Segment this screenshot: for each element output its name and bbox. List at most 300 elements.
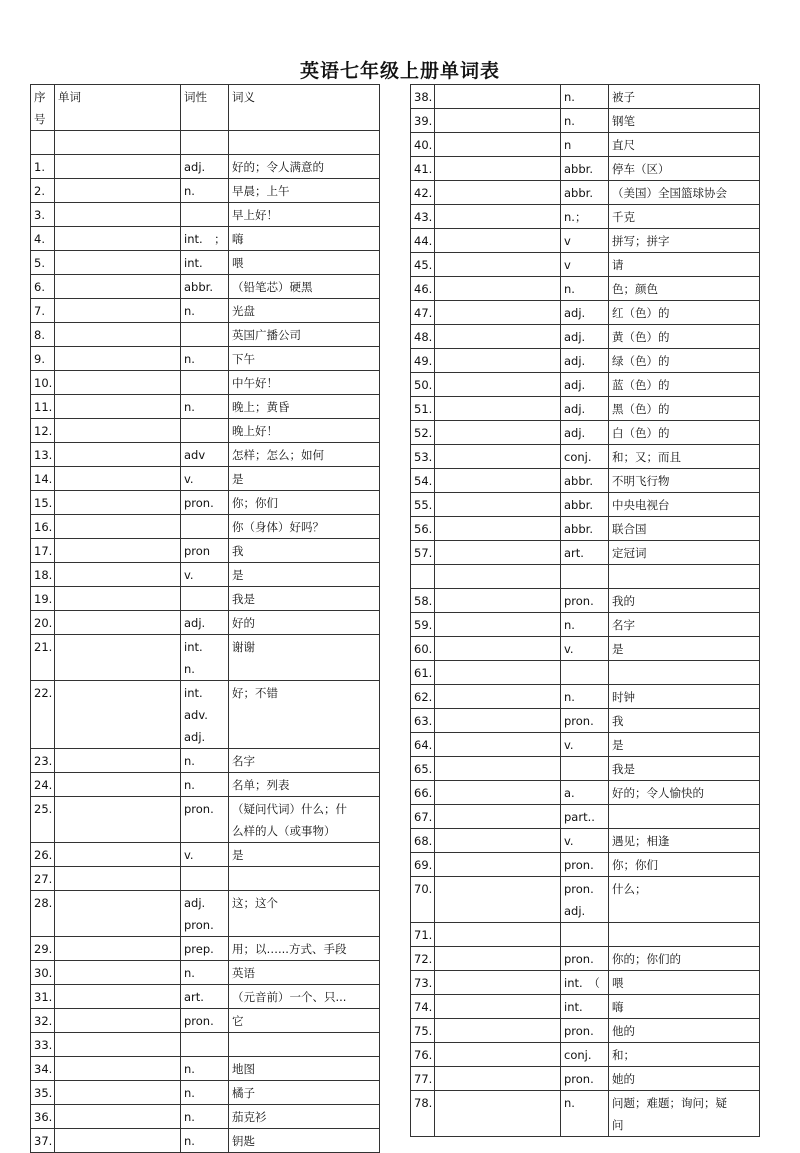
meaning-text: 蓝（色）的 — [612, 378, 670, 392]
part-of-speech-text: adv. — [184, 708, 208, 722]
word-cell — [55, 773, 181, 797]
table-row — [31, 937, 380, 961]
part-of-speech-cell — [561, 661, 609, 685]
part-of-speech-text — [184, 868, 224, 890]
table-row — [31, 563, 380, 587]
row-number-text: 1. — [34, 160, 45, 174]
row-number — [31, 635, 55, 681]
meaning-text: 是 — [612, 738, 624, 752]
vocab-table-right — [410, 84, 760, 1137]
row-number — [31, 275, 55, 299]
meaning-text: 你（身体）好吗？ — [232, 520, 324, 534]
word-text — [438, 206, 556, 228]
row-number-text: 57. — [414, 546, 433, 560]
meaning-cell — [229, 203, 380, 227]
part-of-speech-cell — [181, 681, 229, 749]
meaning-text: 下午 — [232, 352, 255, 366]
meaning-text: 遇见；相逢 — [612, 834, 670, 848]
row-number-text: 28. — [34, 896, 53, 910]
table-row — [411, 157, 760, 181]
row-number — [411, 469, 435, 493]
word-text — [58, 372, 176, 394]
meaning-text: 不明飞行物 — [612, 474, 670, 488]
meaning-text: 我是 — [232, 592, 255, 606]
part-of-speech-cell — [181, 323, 229, 347]
part-of-speech-text: n. — [184, 778, 195, 792]
part-of-speech-text: abbr. — [564, 498, 593, 512]
part-of-speech-text: v. — [564, 738, 574, 752]
part-of-speech-text: v — [564, 234, 571, 248]
row-number-text: 41. — [414, 162, 433, 176]
row-number-text: 78. — [414, 1096, 433, 1110]
row-number-text: 47. — [414, 306, 433, 320]
part-of-speech-cell — [561, 109, 609, 133]
part-of-speech-text: n. — [564, 690, 575, 704]
word-text — [438, 806, 556, 828]
word-text — [58, 682, 176, 704]
row-number-text: 45. — [414, 258, 433, 272]
row-number — [411, 661, 435, 685]
meaning-text — [232, 1034, 375, 1056]
word-cell — [55, 371, 181, 395]
row-number — [31, 1129, 55, 1153]
meaning-cell — [609, 757, 760, 781]
meaning-cell — [609, 229, 760, 253]
part-of-speech-text: adj. — [184, 160, 206, 174]
word-text — [58, 844, 176, 866]
row-number — [31, 539, 55, 563]
row-number — [31, 961, 55, 985]
word-cell — [55, 1009, 181, 1033]
part-of-speech-text: int. — [564, 1000, 583, 1014]
meaning-cell — [609, 181, 760, 205]
row-number — [411, 829, 435, 853]
table-row — [31, 251, 380, 275]
table-row — [411, 661, 760, 685]
row-number — [31, 1009, 55, 1033]
word-cell — [435, 565, 561, 589]
part-of-speech-cell — [181, 797, 229, 843]
meaning-text: 名字 — [612, 618, 635, 632]
table-row — [411, 469, 760, 493]
part-of-speech-text: n — [564, 138, 572, 152]
part-of-speech-text: pron. — [564, 714, 594, 728]
word-text — [58, 300, 176, 322]
part-of-speech-text: v. — [184, 568, 194, 582]
meaning-cell — [609, 1043, 760, 1067]
part-of-speech-cell — [181, 611, 229, 635]
part-of-speech-text: pron. — [564, 1072, 594, 1086]
word-cell — [55, 1129, 181, 1153]
meaning-cell — [229, 563, 380, 587]
row-number — [31, 937, 55, 961]
word-cell — [55, 797, 181, 843]
meaning-cell — [609, 253, 760, 277]
word-text — [58, 636, 176, 658]
word-text — [438, 278, 556, 300]
meaning-text: 钢笔 — [612, 114, 635, 128]
word-text — [58, 492, 176, 514]
word-cell — [435, 971, 561, 995]
word-text — [438, 924, 556, 946]
word-text — [438, 134, 556, 156]
part-of-speech-cell — [561, 325, 609, 349]
meaning-cell — [609, 685, 760, 709]
meaning-cell — [609, 541, 760, 565]
word-cell — [55, 251, 181, 275]
meaning-text: 我 — [232, 544, 244, 558]
part-of-speech-text: pron — [184, 544, 211, 558]
row-number-text: 11. — [34, 400, 53, 414]
part-of-speech-cell — [181, 961, 229, 985]
row-number — [411, 923, 435, 947]
table-row — [31, 371, 380, 395]
word-cell — [55, 443, 181, 467]
row-number-text: 50. — [414, 378, 433, 392]
meaning-text: 英语 — [232, 966, 255, 980]
meaning-cell — [229, 681, 380, 749]
row-number — [411, 971, 435, 995]
meaning-text: 是 — [232, 568, 244, 582]
part-of-speech-cell — [181, 467, 229, 491]
word-text — [58, 1010, 176, 1032]
header-meaning — [229, 85, 380, 131]
part-of-speech-text — [184, 324, 224, 346]
meaning-text: 拼写；拼字 — [612, 234, 670, 248]
meaning-text: 中央电视台 — [612, 498, 670, 512]
word-text — [438, 996, 556, 1018]
meaning-cell — [609, 325, 760, 349]
word-text — [438, 614, 556, 636]
word-cell — [55, 515, 181, 539]
row-number-text: 71. — [414, 928, 433, 942]
row-number — [411, 349, 435, 373]
row-number — [31, 1033, 55, 1057]
part-of-speech-cell — [181, 891, 229, 937]
part-of-speech-cell — [561, 805, 609, 829]
word-text — [438, 830, 556, 852]
meaning-text — [612, 662, 755, 684]
part-of-speech-cell — [561, 757, 609, 781]
row-number-text: 60. — [414, 642, 433, 656]
part-of-speech-cell — [181, 1105, 229, 1129]
meaning-cell — [609, 1019, 760, 1043]
part-of-speech-cell — [181, 443, 229, 467]
table-row — [31, 797, 380, 843]
table-row — [31, 299, 380, 323]
part-of-speech-cell — [181, 299, 229, 323]
part-of-speech-cell — [561, 349, 609, 373]
row-number-text: 58. — [414, 594, 433, 608]
part-of-speech-cell — [561, 971, 609, 995]
meaning-text: 它 — [232, 1014, 244, 1028]
part-of-speech-cell — [561, 995, 609, 1019]
part-of-speech-text: n. — [184, 400, 195, 414]
word-cell — [55, 937, 181, 961]
part-of-speech-text: pron. — [564, 952, 594, 966]
word-cell — [435, 947, 561, 971]
word-text — [58, 156, 176, 178]
meaning-text: 你的；你们的 — [612, 952, 681, 966]
meaning-text: 嗨 — [232, 232, 244, 246]
row-number — [31, 985, 55, 1009]
row-number — [411, 853, 435, 877]
meaning-text: 钥匙 — [232, 1134, 255, 1148]
table-row — [411, 253, 760, 277]
part-of-speech-text: adj. — [564, 402, 586, 416]
meaning-text: 绿（色）的 — [612, 354, 670, 368]
word-cell — [55, 395, 181, 419]
part-of-speech-text: pron. — [184, 1014, 214, 1028]
row-number-text: 64. — [414, 738, 433, 752]
word-text — [58, 444, 176, 466]
meaning-text: 好；不错 — [232, 686, 278, 700]
part-of-speech-cell — [561, 229, 609, 253]
part-of-speech-text: n. — [564, 1096, 575, 1110]
part-of-speech-cell — [561, 637, 609, 661]
row-number-text: 32. — [34, 1014, 53, 1028]
part-of-speech-text: art. — [564, 546, 584, 560]
meaning-cell — [229, 1105, 380, 1129]
meaning-cell — [609, 493, 760, 517]
word-text — [438, 230, 556, 252]
part-of-speech-text — [184, 204, 224, 226]
meaning-text: 名单；列表 — [232, 778, 290, 792]
row-number — [411, 995, 435, 1019]
row-number-text: 23. — [34, 754, 53, 768]
meaning-cell — [609, 829, 760, 853]
part-of-speech-text: abbr. — [564, 162, 593, 176]
part-of-speech-text: n. — [184, 1110, 195, 1124]
word-cell — [435, 229, 561, 253]
row-number — [31, 587, 55, 611]
row-number — [411, 325, 435, 349]
word-text — [58, 228, 176, 250]
word-cell — [435, 923, 561, 947]
meaning-cell — [229, 891, 380, 937]
meaning-cell — [229, 843, 380, 867]
part-of-speech-cell — [561, 923, 609, 947]
word-text — [58, 516, 176, 538]
word-text — [58, 938, 176, 960]
part-of-speech-cell — [181, 539, 229, 563]
row-number-text: 61. — [414, 666, 433, 680]
table-row — [411, 445, 760, 469]
word-cell — [55, 681, 181, 749]
row-number-text: 34. — [34, 1062, 53, 1076]
row-number-text: 33. — [34, 1038, 53, 1052]
row-number-text: 70. — [414, 882, 433, 896]
row-number-text: 51. — [414, 402, 433, 416]
meaning-cell — [229, 773, 380, 797]
word-cell — [435, 685, 561, 709]
word-text — [58, 396, 176, 418]
meaning-text: 地图 — [232, 1062, 255, 1076]
part-of-speech-text: abbr. — [564, 522, 593, 536]
meaning-cell — [229, 323, 380, 347]
meaning-cell — [609, 373, 760, 397]
meaning-cell — [609, 971, 760, 995]
word-cell — [435, 301, 561, 325]
word-text — [438, 590, 556, 612]
table-row — [411, 565, 760, 589]
part-of-speech-cell — [181, 179, 229, 203]
meaning-text — [232, 132, 375, 154]
word-text — [58, 468, 176, 490]
part-of-speech-cell — [181, 1129, 229, 1153]
part-of-speech-text: adj. — [564, 378, 586, 392]
row-number — [411, 517, 435, 541]
word-cell — [435, 1091, 561, 1137]
part-of-speech-text: n. — [184, 1134, 195, 1148]
row-number-text: 13. — [34, 448, 53, 462]
row-number-text: 67. — [414, 810, 433, 824]
word-cell — [435, 469, 561, 493]
part-of-speech-text: adj. — [564, 426, 586, 440]
meaning-cell — [229, 515, 380, 539]
meaning-text: 千克 — [612, 210, 635, 224]
table-row — [31, 131, 380, 155]
table-row — [411, 637, 760, 661]
row-number-text: 55. — [414, 498, 433, 512]
part-of-speech-text: int. ； — [184, 232, 226, 246]
row-number-text: 44. — [414, 234, 433, 248]
word-text — [438, 254, 556, 276]
table-header-row — [31, 85, 380, 131]
word-text — [438, 398, 556, 420]
row-number — [31, 1057, 55, 1081]
word-text — [58, 986, 176, 1008]
word-text — [438, 662, 556, 684]
word-text — [58, 324, 176, 346]
row-number-text: 75. — [414, 1024, 433, 1038]
meaning-cell — [609, 589, 760, 613]
row-number-text: 48. — [414, 330, 433, 344]
part-of-speech-cell — [181, 1057, 229, 1081]
word-text — [58, 892, 176, 914]
part-of-speech-text: int. — [184, 256, 203, 270]
meaning-text: 定冠词 — [612, 546, 647, 560]
meaning-text: 我是 — [612, 762, 635, 776]
part-of-speech-text: adj. — [184, 616, 206, 630]
row-number-text: 76. — [414, 1048, 433, 1062]
meaning-cell — [609, 637, 760, 661]
row-number-text: 10. — [34, 376, 53, 390]
part-of-speech-text: int. （ — [564, 976, 600, 990]
meaning-text: 早上好！ — [232, 208, 278, 222]
word-cell — [435, 517, 561, 541]
meaning-cell — [609, 301, 760, 325]
word-cell — [435, 205, 561, 229]
row-number-text: 5. — [34, 256, 45, 270]
part-of-speech-cell — [181, 1081, 229, 1105]
word-cell — [435, 637, 561, 661]
meaning-text: 被子 — [612, 90, 635, 104]
word-cell — [435, 277, 561, 301]
part-of-speech-cell — [561, 493, 609, 517]
meaning-text: 什么； — [612, 882, 647, 896]
word-text — [438, 542, 556, 564]
row-number — [411, 205, 435, 229]
meaning-text — [232, 868, 375, 890]
meaning-text: （美国）全国篮球协会 — [612, 186, 727, 200]
word-cell — [435, 805, 561, 829]
table-row — [411, 1067, 760, 1091]
meaning-cell — [229, 419, 380, 443]
row-number-text: 12. — [34, 424, 53, 438]
meaning-cell — [229, 251, 380, 275]
meaning-cell — [609, 469, 760, 493]
word-cell — [435, 85, 561, 109]
meaning-text: 这；这个 — [232, 896, 278, 910]
row-number — [31, 443, 55, 467]
word-text — [58, 1082, 176, 1104]
row-number-text — [34, 132, 50, 154]
meaning-cell — [229, 227, 380, 251]
table-row — [31, 227, 380, 251]
part-of-speech-cell — [561, 1091, 609, 1137]
table-row — [31, 539, 380, 563]
word-text — [58, 774, 176, 796]
word-text — [438, 110, 556, 132]
meaning-cell — [609, 205, 760, 229]
table-row — [31, 491, 380, 515]
row-number-text: 40. — [414, 138, 433, 152]
meaning-text — [612, 806, 755, 828]
word-text — [438, 518, 556, 540]
word-cell — [435, 589, 561, 613]
word-text — [58, 204, 176, 226]
row-number-text: 20. — [34, 616, 53, 630]
meaning-cell — [229, 611, 380, 635]
part-of-speech-text: n. — [184, 966, 195, 980]
table-row — [411, 853, 760, 877]
table-row — [31, 985, 380, 1009]
meaning-cell — [229, 443, 380, 467]
word-cell — [435, 133, 561, 157]
row-number — [31, 371, 55, 395]
row-number-text: 49. — [414, 354, 433, 368]
word-cell — [435, 181, 561, 205]
word-cell — [435, 421, 561, 445]
meaning-text: 直尺 — [612, 138, 635, 152]
part-of-speech-text: n. — [564, 114, 575, 128]
row-number-text: 35. — [34, 1086, 53, 1100]
meaning-text: 晚上好！ — [232, 424, 278, 438]
row-number-text: 42. — [414, 186, 433, 200]
word-cell — [55, 347, 181, 371]
word-cell — [55, 275, 181, 299]
row-number-text: 74. — [414, 1000, 433, 1014]
meaning-cell — [609, 1091, 760, 1137]
part-of-speech-text: pron. — [564, 858, 594, 872]
word-text — [58, 798, 176, 820]
word-cell — [435, 661, 561, 685]
word-text — [58, 348, 176, 370]
table-row — [31, 203, 380, 227]
row-number — [411, 1043, 435, 1067]
header-number — [31, 85, 55, 131]
meaning-text: 红（色）的 — [612, 306, 670, 320]
table-row — [411, 277, 760, 301]
part-of-speech-text: n. — [184, 662, 195, 676]
word-text — [438, 1092, 556, 1114]
part-of-speech-text: int. — [184, 686, 203, 700]
word-cell — [55, 611, 181, 635]
table-row — [31, 515, 380, 539]
row-number — [31, 203, 55, 227]
word-cell — [55, 587, 181, 611]
